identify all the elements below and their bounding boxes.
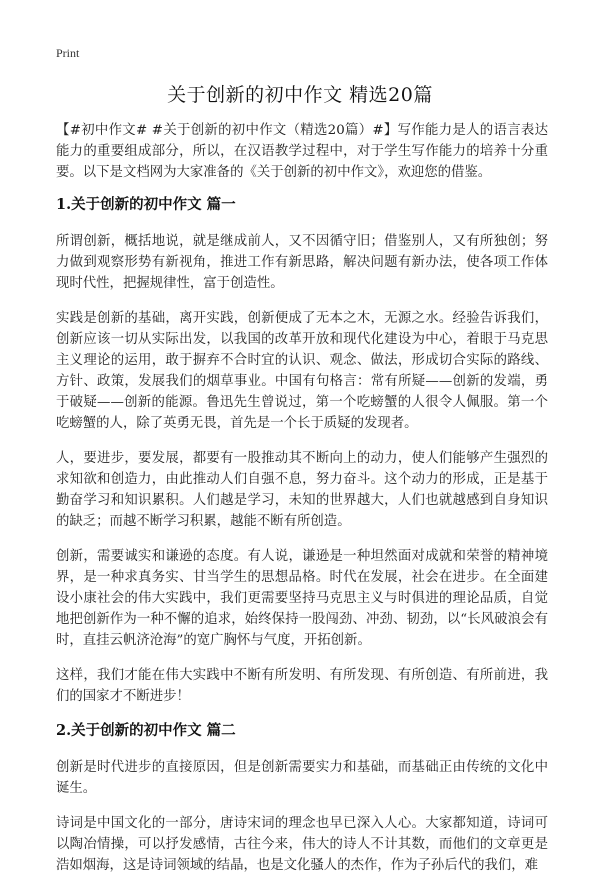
- document-body: [56, 120, 548, 890]
- section-1-paragraph-4: 创新，需要诚实和谦逊的态度。有人说，谦逊是一种坦然面对成就和荣誉的精神境界，是一种求真务实、甘当学生的思想品格。时代在发展，社会在进步。在全面建设小康社会的伟大实践中，我们更需要坚持马克思主义与时俱进的理论品质，自觉地把创新作为一种不懈的追求，始终保持一股闯劲、冲劲、韧劲，以“长风破浪会有时，直挂云帆济沧海”的宽广胸怀与气度，开拓创新。: [56, 549, 548, 648]
- section-2-paragraph-2: 诗词是中国文化的一部分，唐诗宋词的理念也早已深入人心。大家都知道，诗词可以陶冶情操，可以抒发感情，古往今来，伟大的诗人不计其数，而他们的文章更是浩如烟海，这是诗词领域的结晶，也是文化骚人的杰作，作为子孙后代的我们，难: [56, 816, 548, 873]
- section-1-paragraph-1: 所谓创新，概括地说，就是继成前人，又不因循守旧；借鉴别人，又有所独创；努力做到观察形势有新视角，推进工作有新思路，解决问题有新办法，使各项工作体现时代性，把握规律性，富于创造性。: [56, 234, 548, 291]
- section-1-paragraph-5: 这样，我们才能在伟大实践中不断有所发明、有所发现、有所创造、有所前进，我们的国家才不断进步！: [56, 668, 548, 704]
- section-1-paragraph-3: 人，要进步，要发展，都要有一股推动其不断向上的动力，使人们能够产生强烈的求知欲和创造力，由此推动人们自强不息，努力奋斗。这个动力的形成，正是基于勤奋学习和知识累积。人们越是学习，未知的世界越大，人们也就越感到自身知识的缺乏；而越不断学习积累，越能不断有所创造。: [56, 451, 548, 529]
- section-2-paragraph-1: 创新是时代进步的直接原因，但是创新需要实力和基础，而基础正由传统的文化中诞生。: [56, 760, 548, 796]
- print-label: Print: [56, 46, 80, 60]
- section-1-paragraph-2: 实践是创新的基础，离开实践，创新便成了无本之木，无源之水。经验告诉我们，创新应该一切从实际出发，以我国的改革开放和现代化建设为中心，着眼于马克思主义理论的运用，敢于摒弃不合时宜的认识、观念、做法，形成切合实际的路线、方针、政策，发展我们的烟草事业。中国有句格言：常有所疑——创新的发端，勇于破疑——创新的能源。鲁迅先生曾说过，第一个吃螃蟹的人很令人佩服。第一个吃螃蟹的人，除了英勇无畏，首先是一个长于质疑的发现者。: [56, 311, 548, 431]
- intro-paragraph: 【#初中作文# #关于创新的初中作文（精选20篇）#】写作能力是人的语言表达能力的重要组成部分，所以，在汉语教学过程中，对于学生写作能力的培养十分重要。以下是文档网为大家准备的《关于创新的初中作文》，欢迎您的借鉴。: [56, 123, 548, 180]
- document-title: 关于创新的初中作文 精选20篇: [167, 84, 433, 106]
- section-heading-1: 1.关于创新的初中作文 篇一: [56, 196, 236, 213]
- section-heading-2: 2.关于创新的初中作文 篇二: [56, 722, 236, 739]
